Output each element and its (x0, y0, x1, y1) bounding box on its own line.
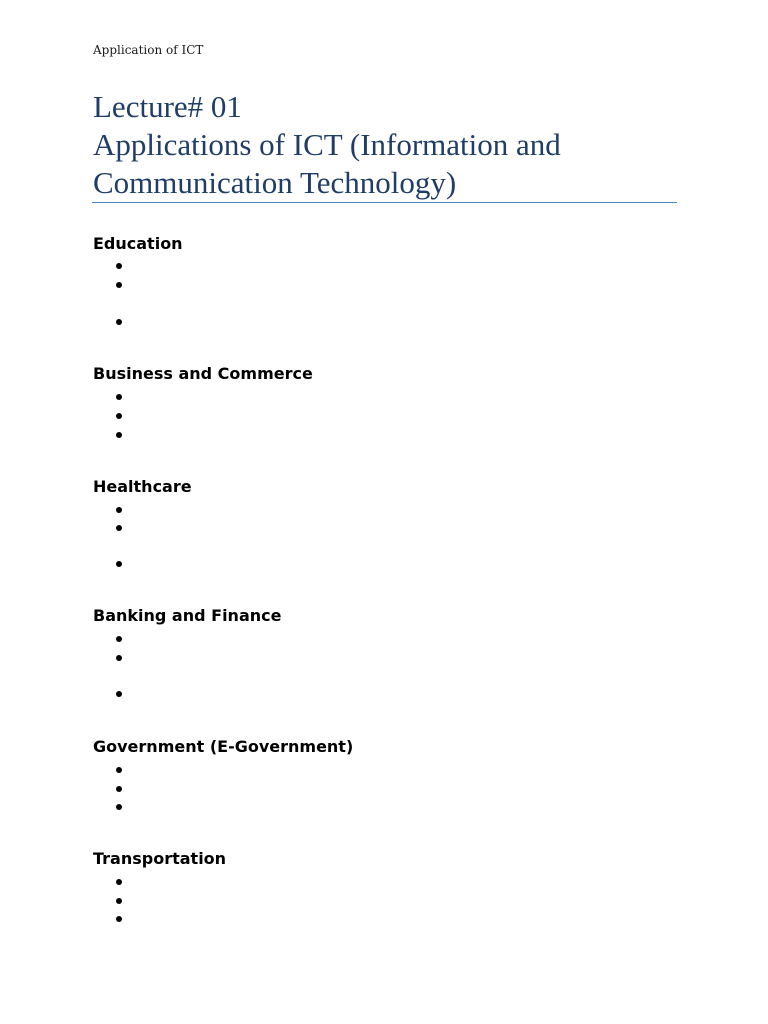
bullet-point (116, 413, 122, 419)
bullet-point (116, 282, 122, 288)
running-header: Application of ICT (93, 43, 204, 57)
bullet-point (116, 319, 122, 325)
bullet-point (116, 507, 122, 513)
section-heading: Banking and Finance (93, 606, 282, 625)
title-underline-divider (92, 202, 677, 203)
section-banking-and-finance (93, 606, 281, 626)
section-government (93, 737, 353, 757)
bullet-point (116, 879, 122, 885)
section-heading: Transportation (93, 849, 227, 868)
bullet-point (116, 394, 122, 400)
bullet-point (116, 804, 122, 810)
section-heading: Business and Commerce (93, 364, 313, 383)
bullet-point (116, 691, 122, 697)
title-line-continued: Communication Technology) (93, 165, 457, 200)
section-transportation (93, 849, 226, 869)
bullet-point (116, 636, 122, 642)
section-education (93, 234, 183, 254)
bullet-point (116, 767, 122, 773)
bullet-point (116, 432, 122, 438)
bullet-point (116, 263, 122, 269)
bullet-point (116, 898, 122, 904)
bullet-point (116, 786, 122, 792)
bullet-point (116, 561, 122, 567)
section-healthcare (93, 477, 192, 497)
document-title (93, 88, 683, 202)
section-business-and-commerce (93, 364, 313, 384)
section-heading: Government (E-Government) (93, 737, 354, 756)
bullet-point (116, 916, 122, 922)
section-heading: Education (93, 234, 183, 253)
title-line-main: Applications of ICT (Information and (93, 127, 561, 162)
bullet-point (116, 525, 122, 531)
section-heading: Healthcare (93, 477, 192, 496)
bullet-point (116, 655, 122, 661)
title-line-lecture: Lecture# 01 (93, 89, 242, 124)
